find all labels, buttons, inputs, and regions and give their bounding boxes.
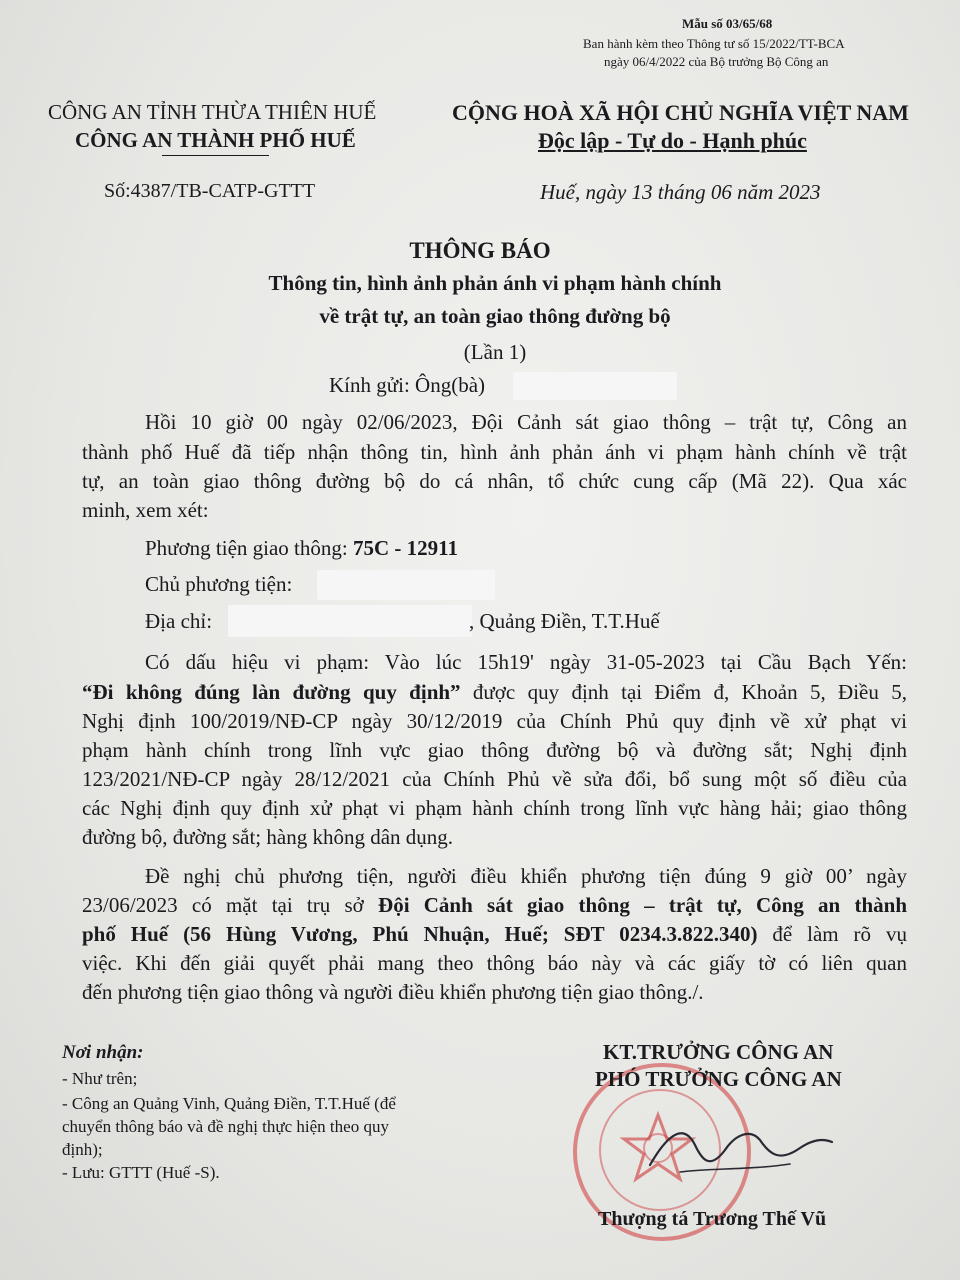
violation-line xyxy=(82,680,907,705)
notice-count: (Lần 1) xyxy=(463,340,527,364)
signature-title-1: KT.TRƯỞNG CÔNG AN xyxy=(603,1040,834,1064)
request-purpose: để làm rõ vụ xyxy=(772,922,907,946)
violation-line: Có dấu hiệu vi phạm: Vào lúc 15h19' ngày 31-05-2023 tại Cầu Bạch Yến: xyxy=(145,650,907,674)
address-tail: , Quảng Điền, T.T.Huế xyxy=(469,609,660,633)
violation-line: các Nghị định quy định xử phạt vi phạm hành chính trong lĩnh vực hàng hải; giao thông xyxy=(82,796,907,820)
issue-date: Huế, ngày 13 tháng 06 năm 2023 xyxy=(540,180,821,204)
violation-line: 123/2021/NĐ-CP ngày 28/12/2021 của Chính Phủ về sửa đổi, bổ sung một số điều của xyxy=(82,767,907,791)
request-line: việc. Khi đến giải quyết phải mang theo thông báo này và các giấy tờ có liên quan xyxy=(82,951,907,975)
request-office: Đội Cảnh sát giao thông – trật tự, Công an thành xyxy=(378,893,908,917)
issuing-unit: CÔNG AN THÀNH PHỐ HUẾ xyxy=(75,128,356,152)
vehicle-label: Phương tiện giao thông: xyxy=(145,536,348,560)
recipient-name-redacted xyxy=(513,372,677,400)
owner-name-redacted xyxy=(317,570,495,600)
notice-subtitle-2: về trật tự, an toàn giao thông đường bộ xyxy=(319,304,671,328)
request-line: đến phương tiện giao thông và người điều khiển phương tiện giao thông./. xyxy=(82,980,704,1004)
paragraph-1-line: thành phố Huế đã tiếp nhận thông tin, hình ảnh phản ánh vi phạm hành chính về trật xyxy=(82,440,907,464)
request-line: Đề nghị chủ phương tiện, người điều khiển phương tiện đúng 9 giờ 00’ ngày xyxy=(145,864,907,888)
signatory-name: Thượng tá Trương Thế Vũ xyxy=(598,1208,827,1230)
handwritten-signature xyxy=(640,1110,840,1190)
owner-label: Chủ phương tiện: xyxy=(145,572,293,596)
form-line-2: ngày 06/4/2022 của Bộ trưởng Bộ Công an xyxy=(604,54,829,69)
violation-line: đường bộ, đường sắt; hàng không dân dụng. xyxy=(82,825,454,849)
recipients-item: định); xyxy=(62,1140,103,1159)
paragraph-1-line: Hồi 10 giờ 00 ngày 02/06/2023, Đội Cảnh sát giao thông – trật tự, Công an xyxy=(145,410,907,434)
paragraph-1-line: minh, xem xét: xyxy=(82,498,209,522)
national-title: CỘNG HOÀ XÃ HỘI CHỦ NGHĨA VIỆT NAM xyxy=(452,100,909,125)
notice-title: THÔNG BÁO xyxy=(409,238,551,263)
unit-underline xyxy=(162,155,269,156)
document-ref: Số:4387/TB-CATP-GTTT xyxy=(104,180,316,202)
violation-basis: được quy định tại Điểm đ, Khoản 5, Điều 5, xyxy=(472,680,907,704)
issuing-org: CÔNG AN TỈNH THỪA THIÊN HUẾ xyxy=(48,100,377,124)
recipients-item: - Công an Quảng Vinh, Quảng Điền, T.T.Huế (để xyxy=(62,1094,396,1113)
recipients-item: - Lưu: GTTT (Huế -S). xyxy=(62,1163,220,1182)
request-office-address: phố Huế (56 Hùng Vương, Phú Nhuận, Huế; SĐT 0234.3.822.340) xyxy=(82,922,758,946)
vehicle-plate: 75C - 12911 xyxy=(352,536,458,560)
form-number: Mẫu số 03/65/68 xyxy=(682,16,773,31)
address-redacted xyxy=(228,605,472,637)
recipient-label: Kính gửi: Ông(bà) xyxy=(329,373,486,397)
notice-subtitle-1: Thông tin, hình ảnh phản ánh vi phạm hành chính xyxy=(268,271,722,295)
form-line-1: Ban hành kèm theo Thông tư số 15/2022/TT-BCA xyxy=(583,36,845,51)
violation-line: phạm hành chính trong lĩnh vực giao thông đường bộ và đường sắt; Nghị định xyxy=(82,738,907,762)
violation-name: “Đi không đúng làn đường quy định” xyxy=(82,680,461,704)
request-line xyxy=(82,893,907,918)
recipients-item: - Như trên; xyxy=(62,1069,138,1088)
address-label: Địa chỉ: xyxy=(145,609,213,633)
national-motto: Độc lập - Tự do - Hạnh phúc xyxy=(538,128,807,153)
request-line xyxy=(82,922,907,947)
paragraph-1-line: tự, an toàn giao thông đường bộ do cá nhân, tổ chức cung cấp (Mã 22). Qua xác xyxy=(82,469,907,493)
signature-title-2: PHÓ TRƯỞNG CÔNG AN xyxy=(595,1067,842,1091)
request-date: 23/06/2023 có mặt tại trụ sở xyxy=(82,893,364,917)
recipients-item: chuyển thông báo và đề nghị thực hiện theo quy xyxy=(62,1117,389,1136)
recipients-heading: Nơi nhận: xyxy=(62,1042,144,1063)
violation-line: Nghị định 100/2019/NĐ-CP ngày 30/12/2019 của Chính Phủ quy định về xử phạt vi xyxy=(82,709,907,733)
